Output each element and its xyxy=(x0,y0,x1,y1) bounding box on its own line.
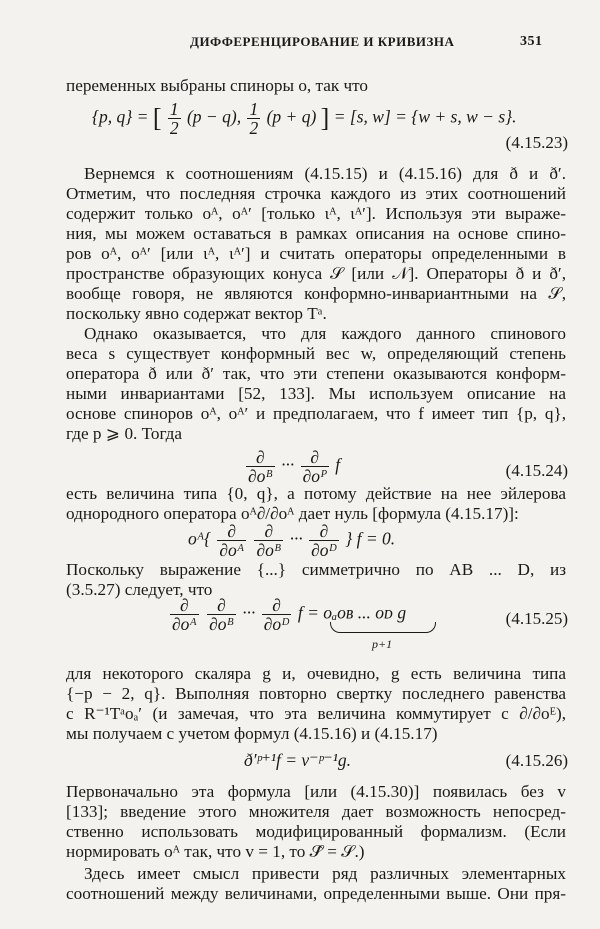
frac-den: ∂oᴰ xyxy=(263,614,290,634)
text-line: Здесь имеет смысл привести ряд различных элементарных xyxy=(84,864,566,883)
eq-part: f = oₐoʙ ... oᴅ g xyxy=(297,602,407,623)
text-line: ственно использовать модифицированный формализм. (Если xyxy=(66,822,566,841)
text-line: мы получаем с учетом формул (4.15.16) и (4.15.17) xyxy=(66,724,438,743)
running-head xyxy=(0,34,600,54)
frac-den: ∂oᴬ xyxy=(172,614,197,634)
text-line: Однако оказывается, что для каждого данного спинового xyxy=(84,324,566,343)
eq-part: = [s, w] = {w + s, w − s}. xyxy=(333,106,517,127)
frac-den: ∂oᴮ xyxy=(209,614,234,634)
text-line: пространстве образующих конуса 𝒮 [или 𝒩]. Операторы ð и ð′, xyxy=(66,264,566,283)
eq-fraction xyxy=(246,448,275,485)
eq-fraction xyxy=(301,448,329,485)
eq-part: {p, q} = xyxy=(92,106,149,127)
text-line: переменных выбраны спиноры o, так что xyxy=(66,76,369,95)
text-line: содержит только oᴬ, oᴬ′ [только ιᴬ, ιᴬ′]. Используя эти выраже- xyxy=(66,204,566,223)
text-line: основе спиноров oᴬ, oᴬ′ и предполагаем, что f имеет тип {p, q}, xyxy=(66,404,566,423)
eq-part: oᴬ{ xyxy=(188,528,212,549)
text-line: ными инвариантами [52, 133]. Мы используем описание на xyxy=(66,384,566,403)
running-title: ДИФФЕРЕНЦИРОВАНИЕ И КРИВИЗНА xyxy=(190,34,455,49)
equation-euler xyxy=(188,522,395,559)
eq-fraction xyxy=(254,522,283,559)
eq-fraction xyxy=(170,596,199,633)
underbrace xyxy=(330,622,436,633)
text-line: [133]; введение этого множителя дает возможность непосред- xyxy=(66,802,566,821)
text-line: где p ⩾ 0. Тогда xyxy=(66,424,183,443)
text-line: ния, мы можем оставаться в рамках описания на основе спино- xyxy=(66,224,566,243)
equation-4-15-23 xyxy=(92,100,517,137)
eq-part: ð′ᵖ⁺¹f = v⁻ᵖ⁻¹g. xyxy=(244,750,351,770)
frac-num: ∂ xyxy=(207,596,236,615)
frac-num: ∂ xyxy=(170,596,199,615)
text-line: Первоначально эта формула [или (4.15.30)] появилась без v xyxy=(66,782,566,801)
equation-label: (4.15.26) xyxy=(505,751,568,770)
eq-fraction xyxy=(168,100,181,137)
underbrace-label: p+1 xyxy=(372,637,393,651)
frac-den: ∂oᴬ xyxy=(219,540,245,560)
eq-bracket: ] xyxy=(320,103,330,133)
frac-den: ∂oᴾ xyxy=(302,466,327,486)
text-line: однородного оператора oᴬ∂/∂oᴬ дает нуль [формула (4.15.17)]: xyxy=(66,504,519,523)
eq-dots: ··· xyxy=(289,528,303,549)
eq-part: f xyxy=(335,454,341,475)
eq-dots: ··· xyxy=(242,602,256,623)
frac-num: ∂ xyxy=(301,448,329,467)
eq-fraction xyxy=(262,596,292,633)
text-line: вообще говоря, не являются конформно-инвариантными на 𝒮, xyxy=(66,284,566,303)
text-line: Вернемся к соотношениям (4.15.15) и (4.15.16) для ð и ð′. xyxy=(84,164,566,183)
frac-num: 1 xyxy=(169,99,179,119)
text-line: Отметим, что последняя строчка каждого из этих соотношений xyxy=(66,184,566,203)
text-line: соотношений между величинами, определенными выше. Они пря- xyxy=(66,884,566,903)
text-line: для некоторого скаляра g и, очевидно, g есть величина типа xyxy=(66,664,566,683)
frac-den: ∂oᴰ xyxy=(311,540,337,560)
equation-label: (4.15.23) xyxy=(505,133,568,152)
eq-part: (p − q), xyxy=(186,106,242,127)
text-line: {−p − 2, q}. Выполняя повторно свертку последнего равенства xyxy=(66,684,566,703)
frac-den: 2 xyxy=(169,118,179,138)
text-line: Поскольку выражение {...} симметрично по AB ... D, из xyxy=(66,560,566,579)
eq-part: } f = 0. xyxy=(345,528,396,549)
frac-num: ∂ xyxy=(262,596,292,615)
text-line: веса s существует конформный вес w, определяющий степень xyxy=(66,344,566,363)
frac-den: ∂oᴮ xyxy=(256,540,282,560)
page-number: 351 xyxy=(520,34,543,49)
text-line: есть величина типа {0, q}, а потому действие на нее эйлерова xyxy=(66,484,566,503)
text-line: оператора ð или ð′ так, что эти степени оказываются конформ- xyxy=(66,364,566,383)
text-line: ров oᴬ, oᴬ′ [или ιᴬ, ιᴬ′] и считать операторы определенными в xyxy=(66,244,566,263)
text-line: с R⁻¹Tᵃoₐ′ (и замечая, что эта величина коммутирует с ∂/∂oᴱ), xyxy=(66,704,566,723)
eq-dots: ··· xyxy=(281,454,295,475)
frac-den: ∂oᴮ xyxy=(248,466,273,486)
text-line: нормировать oᴬ так, что v = 1, то 𝒮̂ = 𝒮.) xyxy=(66,842,365,861)
frac-num: ∂ xyxy=(246,448,275,467)
eq-fraction xyxy=(309,522,339,559)
text-line: (3.5.27) следует, что xyxy=(66,580,213,599)
frac-num: ∂ xyxy=(254,522,283,541)
eq-part: (p + q) xyxy=(266,106,317,127)
eq-fraction xyxy=(247,100,260,137)
frac-num: ∂ xyxy=(309,522,339,541)
equation-4-15-24 xyxy=(244,448,340,485)
frac-num: ∂ xyxy=(217,522,246,541)
text-line: поскольку явно содержат вектор Tᵃ. xyxy=(66,304,327,323)
eq-bracket: [ xyxy=(152,103,162,133)
eq-fraction xyxy=(207,596,236,633)
frac-den: 2 xyxy=(249,118,259,138)
frac-num: 1 xyxy=(249,99,259,119)
equation-label: (4.15.24) xyxy=(505,461,568,480)
equation-4-15-26 xyxy=(244,750,351,771)
eq-fraction xyxy=(217,522,246,559)
equation-label: (4.15.25) xyxy=(505,609,568,628)
